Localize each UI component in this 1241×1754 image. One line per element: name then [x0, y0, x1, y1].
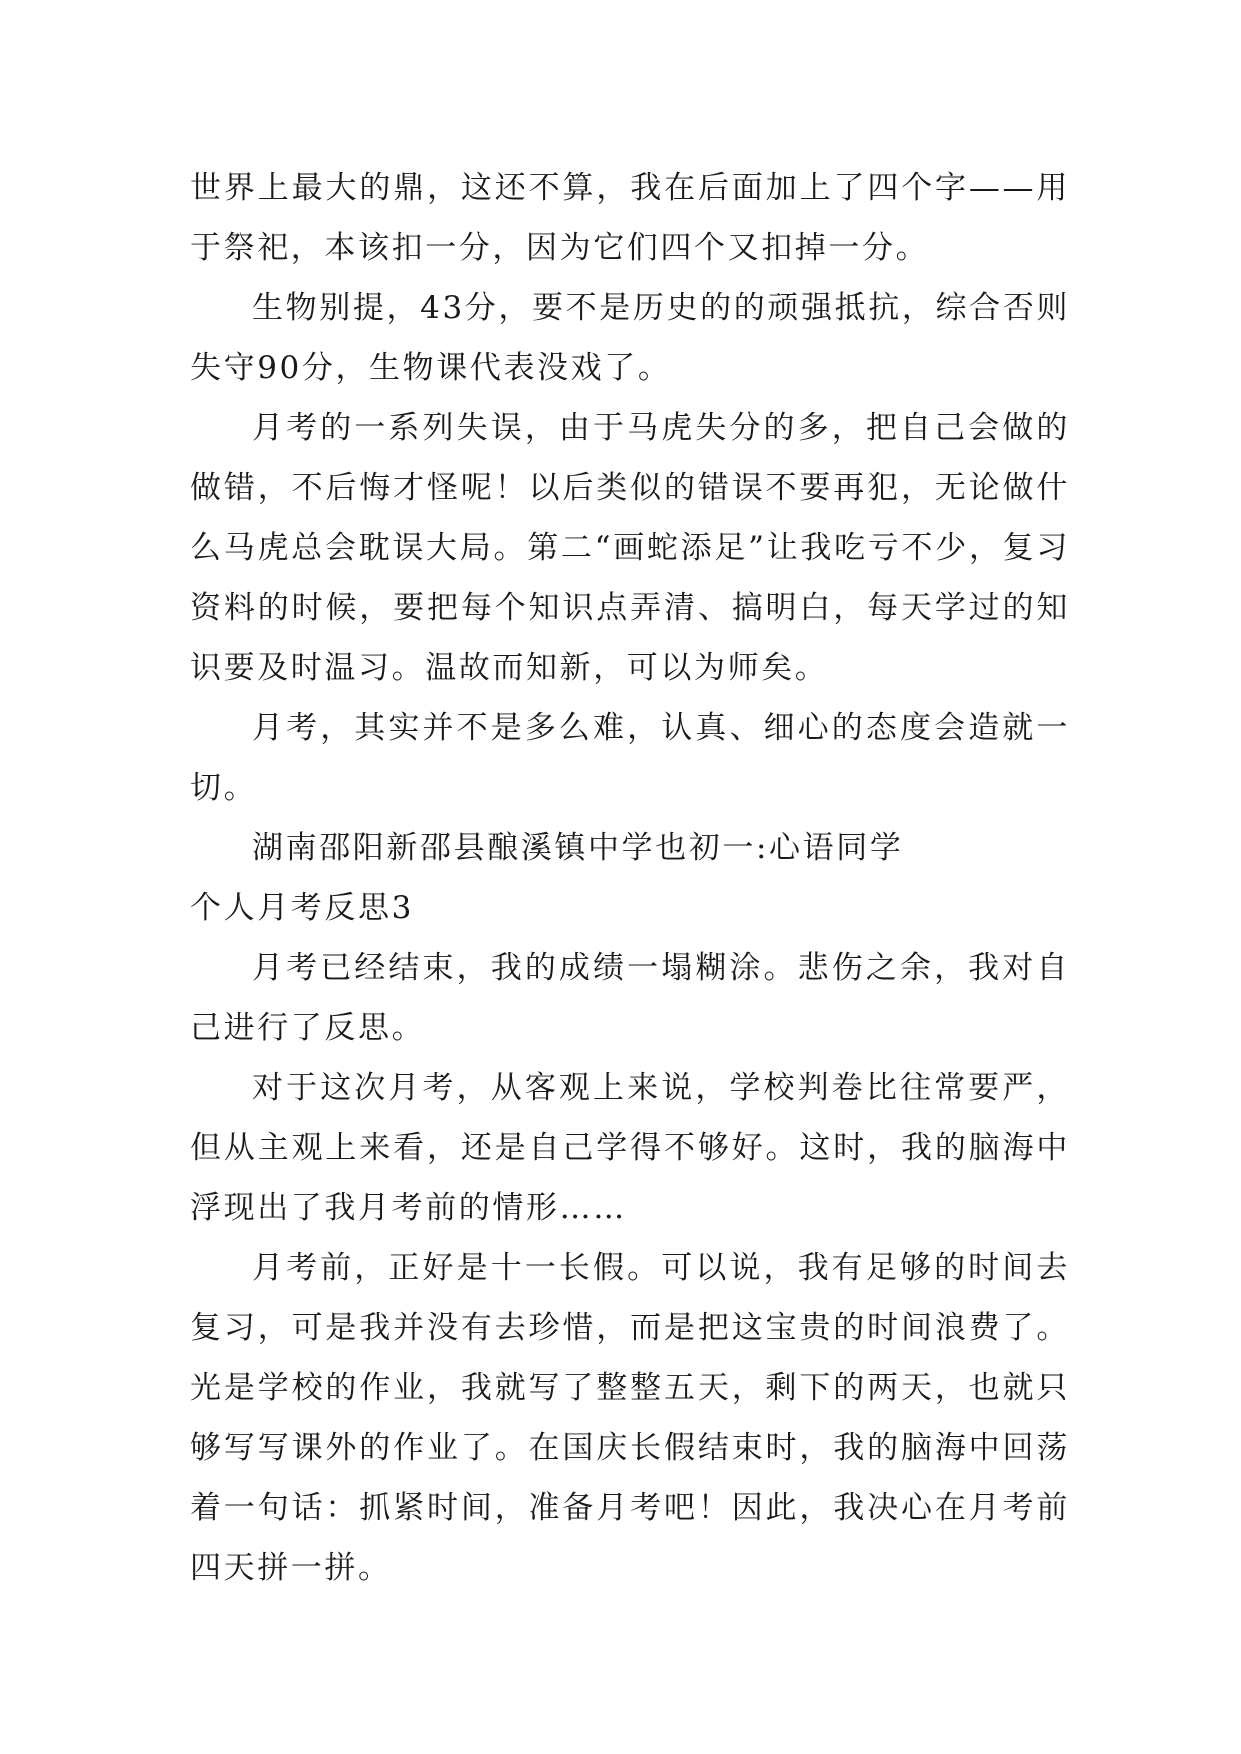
paragraph-mistakes: 月考的一系列失误，由于马虎失分的多，把自己会做的做错，不后悔才怪呢！以后类似的错误不要再犯，无论做什么马虎总会耽误大局。第二“画蛇添足”让我吃亏不少，复习资料的时候，要把每个知识点弄清、搞明白，每天学过的知识要及时温习。温故而知新，可以为师矣。 — [190, 410, 1070, 686]
paragraph-conclusion: 月考，其实并不是多么难，认真、细心的态度会造就一切。 — [190, 710, 1070, 806]
document-body — [190, 158, 1070, 1598]
paragraph-continuation: 世界上最大的鼎，这还不算，我在后面加上了四个字——用于祭祀，本该扣一分，因为它们四个又扣掉一分。 — [190, 170, 1070, 266]
paragraph-before-exam: 月考前，正好是十一长假。可以说，我有足够的时间去复习，可是我并没有去珍惜，而是把这宝贵的时间浪费了。光是学校的作业，我就写了整整五天，剩下的两天，也就只够写写课外的作业了。在国庆长假结束时，我的脑海中回荡着一句话：抓紧时间，准备月考吧！因此，我决心在月考前四天拼一拼。 — [190, 1250, 1070, 1586]
paragraph-biology-score: 生物别提，43分，要不是历史的的顽强抵抗，综合否则失守90分，生物课代表没戏了。 — [190, 290, 1070, 386]
section-heading: 个人月考反思3 — [190, 890, 414, 926]
paragraph-objective-subjective: 对于这次月考，从客观上来说，学校判卷比往常要严，但从主观上来看，还是自己学得不够好。这时，我的脑海中浮现出了我月考前的情形…… — [190, 1070, 1070, 1226]
author-line: 湖南邵阳新邵县酿溪镇中学也初一:心语同学 — [252, 830, 904, 866]
paragraph-exam-ended: 月考已经结束，我的成绩一塌糊涂。悲伤之余，我对自己进行了反思。 — [190, 950, 1070, 1046]
